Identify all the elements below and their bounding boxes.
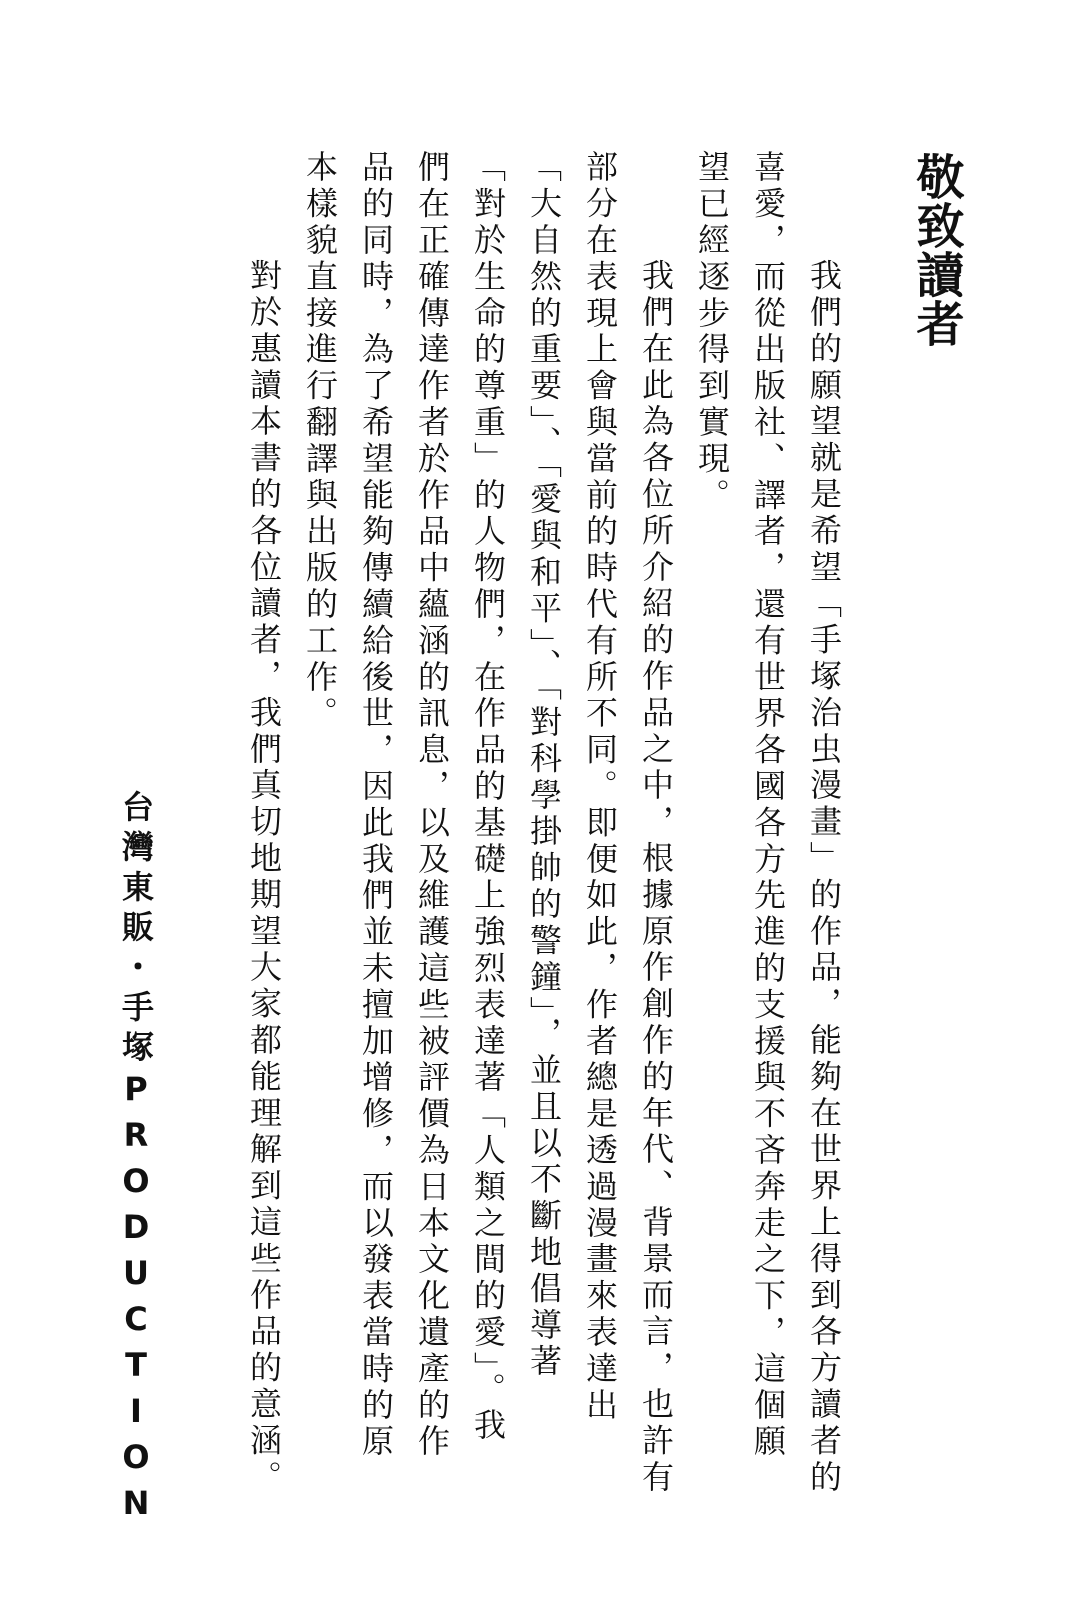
text-column-2: 喜愛，而從出版社、譯者，還有世界各國各方先進的支援與不吝奔走之下，這個願 xyxy=(749,150,787,1461)
page-title: 敬致讀者 xyxy=(908,152,964,348)
text-column-4: 我們在此為各位所介紹的作品之中，根據原作創作的年代、背景而言，也許有 xyxy=(637,222,675,1496)
text-column-5: 部分在表現上會與當前的時代有所不同。即便如此，作者總是透過漫畫來表達出 xyxy=(581,150,619,1424)
text-column-9: 品的同時，為了希望能夠傳續給後世，因此我們並未擅加增修，而以發表當時的原 xyxy=(357,150,395,1461)
text-column-3: 望已經逐步得到實現。 xyxy=(693,150,731,514)
text-column-6: 「大自然的重要」、「愛與和平」、「對科學掛帥的警鐘」，並且以不斷地倡導著 xyxy=(525,150,563,1381)
text-column-8: 們在正確傳達作者於作品中蘊涵的訊息，以及維護這些被評價為日本文化遺產的作 xyxy=(413,150,451,1461)
publisher-signature: 台灣東販・手塚PRODUCTION xyxy=(117,790,155,1530)
text-column-1: 我們的願望就是希望「手塚治虫漫畫」的作品，能夠在世界上得到各方讀者的 xyxy=(805,222,843,1496)
text-column-10: 本樣貌直接進行翻譯與出版的工作。 xyxy=(301,150,339,733)
text-column-7: 「對於生命的尊重」的人物們，在作品的基礎上強烈表達著「人類之間的愛」。我 xyxy=(469,150,507,1445)
text-column-11: 對於惠讀本書的各位讀者，我們真切地期望大家都能理解到這些作品的意涵。 xyxy=(245,222,283,1496)
